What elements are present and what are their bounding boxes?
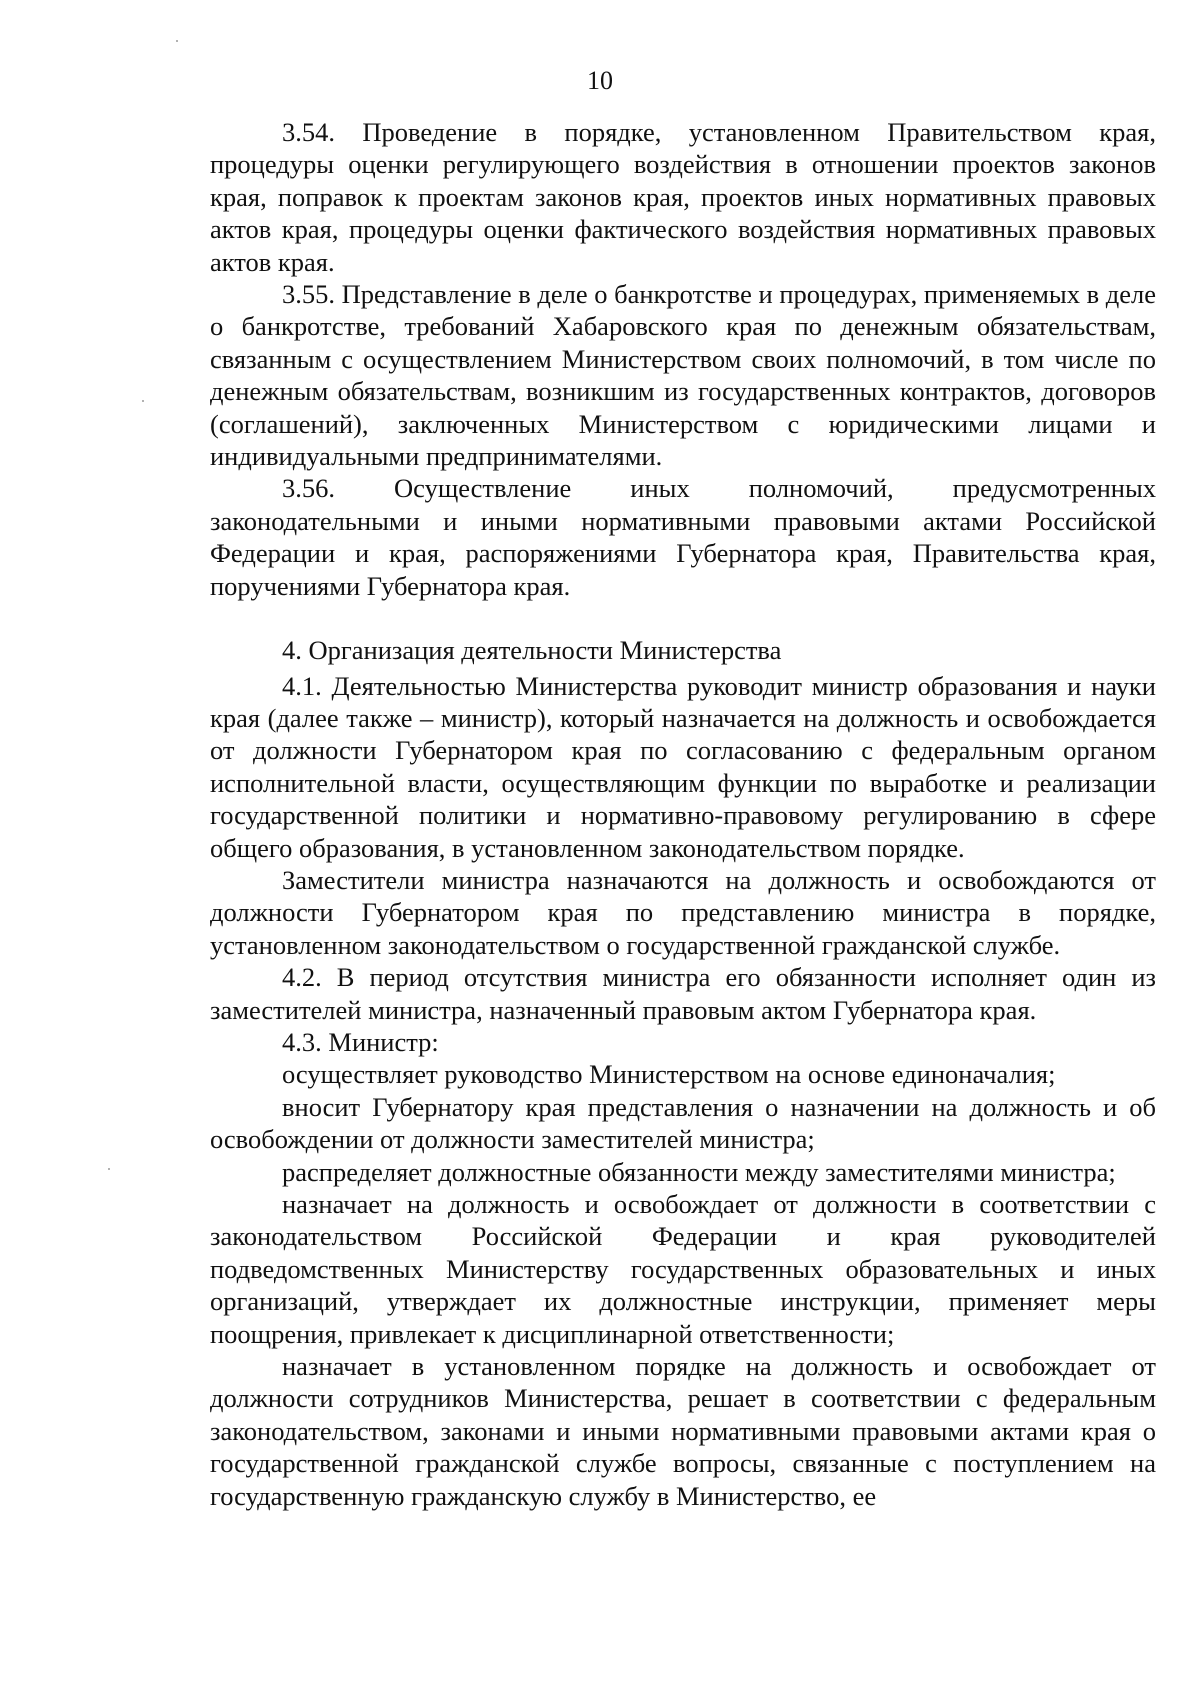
section-heading: 4. Организация деятельности Министерства <box>282 635 782 666</box>
paragraph-deputies: Заместители министра назначаются на должность и освобождаются от должности Губернатором края по представлению министра в порядке, установленном законодательством о государственной гражданской службе. <box>210 864 1156 960</box>
paragraph-duty-1: осуществляет руководство Министерством на основе единоначалия; <box>282 1059 1056 1090</box>
paragraph-3-56: 3.56. Осуществление иных полномочий, предусмотренных законодательными и иными нормативными правовыми актами Российской Федерации и края, распоряжениями Губернатора края, Правительства края, поручениями Губернатора края. <box>210 473 1156 601</box>
scan-artifact <box>176 40 178 42</box>
scan-artifact <box>108 1168 110 1170</box>
scan-artifact <box>142 400 144 402</box>
paragraph-duty-3: распределяет должностные обязанности между заместителями министра; <box>282 1156 1116 1187</box>
paragraph-3-54: 3.54. Проведение в порядке, установленном Правительством края, процедуры оценки регулирующего воздействия в отношении проектов законов края, поправок к проектам законов края, проектов иных нормативных правовых актов края, процедуры оценки фактического воздействия нормативных правовых актов края. <box>210 117 1156 277</box>
paragraph-duty-2: вносит Губернатору края представления о назначении на должность и об освобождении от должности заместителей министра; <box>210 1091 1156 1155</box>
paragraph-3-55: 3.55. Представление в деле о банкротстве и процедурах, применяемых в деле о банкротстве, требований Хабаровского края по денежным обязательствам, связанным с осуществлением Министерством своих полномочий, в том числе по денежным обязательствам, возникшим из государственных контрактов, договоров (соглашений), заключенных Министерством с юридическими лицами и индивидуальными предпринимателями. <box>210 279 1156 472</box>
paragraph-4-2: 4.2. В период отсутствия министра его обязанности исполняет один из заместителей министра, назначенный правовым актом Губернатора края. <box>210 962 1156 1025</box>
paragraph-duty-4: назначает на должность и освобождает от должности в соответствии с законодательством Российской Федерации и края руководителей подведомственных Министерству государственных образовательных и иных организаций, утверждает их должностные инструкции, применяет меры поощрения, привлекает к дисциплинарной ответственности; <box>210 1189 1156 1349</box>
document-body <box>210 116 1156 1512</box>
paragraph-4-1: 4.1. Деятельностью Министерства руководит министр образования и науки края (далее также – министр), который назначается на должность и освобождается от должности Губернатором края по согласованию с федеральным органом исполнительной власти, осуществляющим функции по выработке и реализации государственной политики и нормативно-правовому регулированию в сфере общего образования, в установленном законодательством порядке. <box>210 670 1156 863</box>
page-number: 10 <box>587 66 613 95</box>
paragraph-4-3: 4.3. Министр: <box>282 1026 439 1057</box>
paragraph-duty-5: назначает в установленном порядке на должность и освобождает от должности сотрудников Министерства, решает в соответствии с федеральным законодательством, законами и иными нормативными правовыми актами края о государственной гражданской службе вопросы, связанные с поступлением на государственную гражданскую службу в Министерство, ее <box>210 1351 1156 1511</box>
